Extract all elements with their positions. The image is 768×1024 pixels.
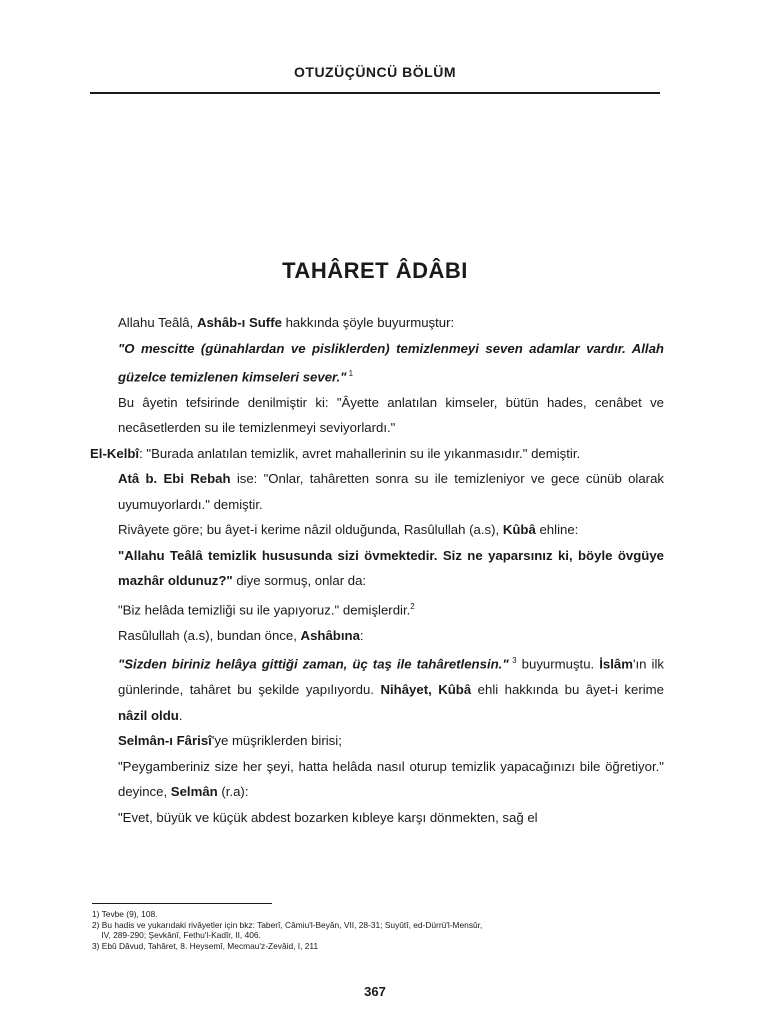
bold-term: El-Kelbî: [90, 445, 140, 461]
paragraph-10: [118, 648, 664, 728]
text: : "Burada anlatılan temizlik, avret mahallerinin su ile yıkanmasıdır." demiştir.: [139, 445, 581, 461]
chapter-heading: OTUZÜÇÜNCÜ BÖLÜM: [294, 64, 456, 80]
paragraph-3: [118, 390, 664, 441]
paragraph-7: [118, 543, 664, 594]
text: "Peygamberiniz size her şeyi, hatta helâda nasıl oturup temizlik yapacağınızı bile öğretiyor." deyince,: [118, 758, 664, 800]
footnote-2: 2) Bu hadis ve yukarıdaki rivâyetler için bkz: Taberî, Câmiu'l-Beyân, VII, 28-31; Suyûtî, ed-Dürrü'l-Mensûr,: [92, 919, 483, 930]
bold-term: Atâ b. Ebi Rebah: [118, 471, 231, 487]
paragraph-13: [118, 805, 664, 831]
footnote-ref: 2: [410, 601, 415, 611]
text: diye sormuş, onlar da:: [232, 573, 367, 589]
bold-term: Ashâb-ı Suffe: [196, 315, 282, 330]
text: Bu âyetin tefsirinde denilmiştir ki: "Âyette anlatılan kimseler, bütün hades, cenâbet ve necâsetlerden su ile temizlenmeyi seviyorlardı.": [118, 394, 664, 436]
footnote-3: 3) Ebû Dâvud, Tahâret, 8. Heysemî, Mecmau'z-Zevâid, I, 211: [92, 940, 319, 951]
footnote-ref: 3: [508, 656, 517, 666]
footnote-2-cont: IV, 289-290; Şevkânî, Fethu'l-Kadîr, II, 406.: [92, 930, 261, 940]
bold-term: nâzil oldu: [118, 707, 179, 723]
bold-term: Nihâyet, Kûbâ: [380, 682, 472, 698]
paragraph-11: [118, 728, 664, 754]
text: Allahu Teâlâ,: [118, 315, 197, 330]
text: (r.a):: [217, 784, 249, 800]
quran-quote: "O mescitte (günahlardan ve pisliklerden) temizlenmeyi seven adamlar vardır. Allah güzelce temizlenen kimseleri sever.": [118, 340, 664, 385]
footnotes: [92, 909, 662, 951]
bold-quote: "Allahu Teâlâ temizlik hususunda sizi övmektedir. Siz ne yaparsınız ki, böyle övgüye mazhâr oldunuz?": [118, 547, 664, 589]
page-number: 367: [364, 984, 386, 999]
text: buyurmuştu.: [516, 656, 600, 672]
paragraph-5: [118, 466, 664, 517]
body-text: [90, 310, 665, 830]
bold-term: Ashâbına: [300, 627, 360, 643]
text: ise: "Onlar, tahâretten sonra su ile temizleniyor ve gece cünüb olarak uyumuyorlardı." demiştir.: [118, 471, 664, 512]
bold-term: İslâm: [599, 656, 633, 672]
paragraph-12: [118, 754, 664, 805]
footnote-ref: 1: [346, 369, 354, 378]
header-rule: [90, 92, 660, 94]
text: 'ye müşriklerden birisi;: [211, 733, 342, 749]
bold-term: Selmân-ı Fârisî: [118, 733, 212, 749]
text: ehline:: [535, 522, 579, 538]
text: hakkında şöyle buyurmuştur:: [281, 315, 455, 330]
paragraph-4: [90, 441, 664, 467]
bold-term: Selmân: [170, 784, 218, 800]
bold-term: Kûbâ: [502, 522, 536, 538]
footnote-rule: [92, 903, 272, 904]
footnote-1: 1) Tevbe (9), 108.: [92, 909, 158, 919]
text: ehli hakkında bu âyet-i kerime: [471, 682, 665, 698]
text: .: [178, 707, 183, 723]
paragraph-9: [118, 623, 664, 649]
text: Rivâyete göre; bu âyet-i kerime nâzil olduğunda, Rasûlullah (a.s),: [118, 522, 503, 538]
paragraph-6: [118, 517, 664, 543]
paragraph-2: [118, 336, 664, 390]
hadith-quote: "Sizden biriniz helâya gittiği zaman, üç taş ile tahâretlensin.": [118, 656, 509, 672]
text: "Biz helâda temizliği su ile yapıyoruz." demişlerdir.: [118, 602, 411, 618]
text: Rasûlullah (a.s), bundan önce,: [118, 627, 301, 643]
section-title: TAHÂRET ÂDÂBI: [282, 258, 468, 283]
paragraph-1: [118, 310, 664, 336]
text: :: [359, 627, 364, 643]
text: "Evet, büyük ve küçük abdest bozarken kıbleye karşı dönmekten, sağ el: [118, 809, 538, 825]
text: 'ın ilk günlerinde, tahâret bu şekilde yapılıyordu.: [118, 656, 664, 698]
paragraph-8: [118, 594, 664, 623]
